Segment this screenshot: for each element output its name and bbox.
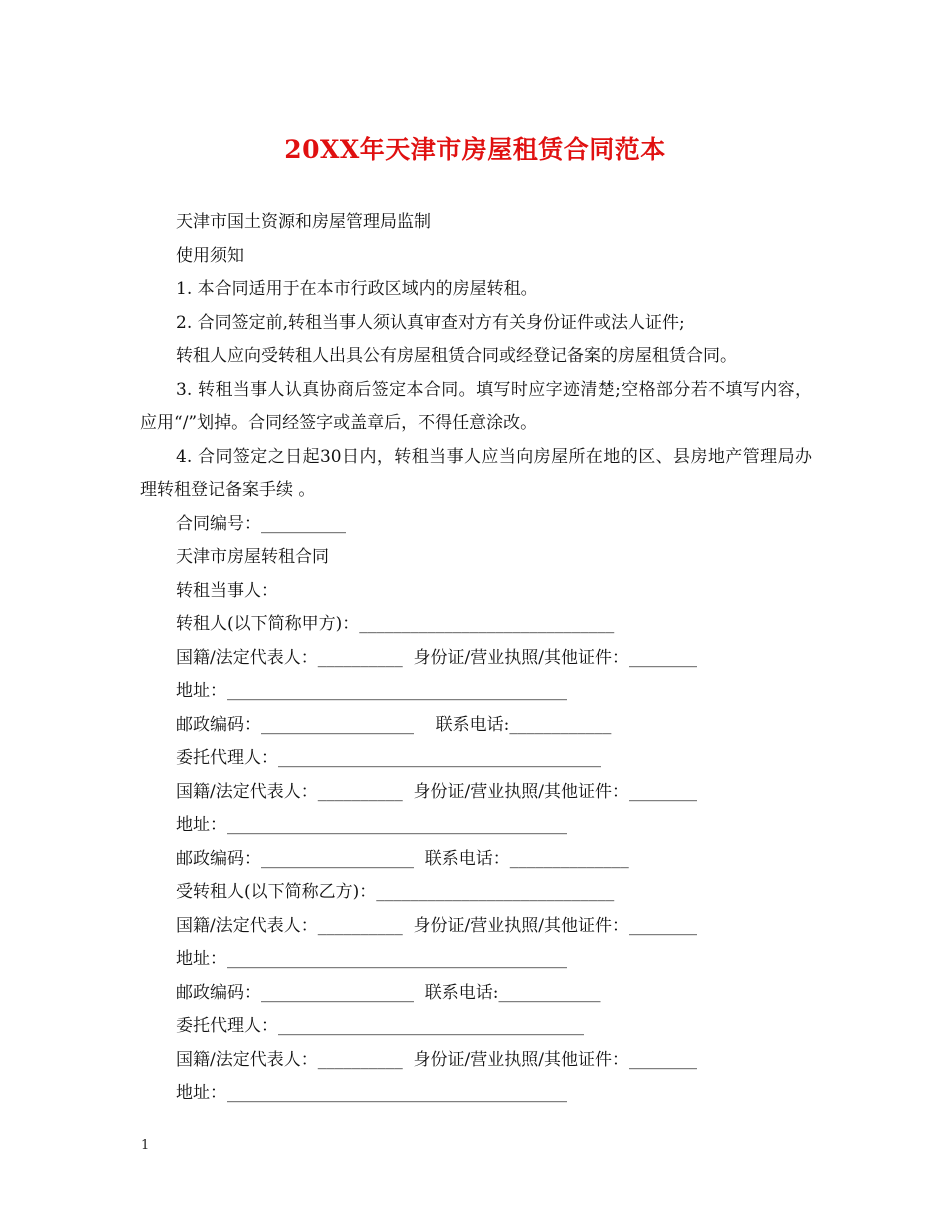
document-body [140, 206, 812, 1111]
paragraph-note-4: 4. 合同签定之日起30日内，转租当事人应当向房屋所在地的区、县房地产管理局办理转租登记备案手续 。 [140, 446, 812, 500]
contract-heading: 天津市房屋转租合同 [176, 547, 329, 567]
field-party-a-agent-address: 地址：________________________________________ [176, 815, 567, 835]
paragraph-note-1: 1. 本合同适用于在本市行政区域内的房屋转租。 [176, 279, 538, 299]
paragraph-note-3: 3. 转租当事人认真协商后签定本合同。填写时应字迹清楚;空格部分若不填写内容，应用“/”划掉。合同经签字或盖章后，不得任意涂改。 [140, 379, 812, 433]
field-party-b-agent-address: 地址：________________________________________ [176, 1083, 567, 1103]
field-party-a-agent: 委托代理人：______________________________________ [176, 748, 601, 768]
field-party-a-postcode-phone: 邮政编码：__________________ 联系电话:____________ [176, 714, 612, 735]
paragraph-usage-notes-heading: 使用须知 [176, 245, 244, 266]
page-number: 1 [141, 1138, 150, 1153]
field-party-a-nationality-id: 国籍/法定代表人：__________ 身份证/营业执照/其他证件：________ [176, 647, 697, 668]
field-party-b-nationality-id: 国籍/法定代表人：__________ 身份证/营业执照/其他证件：________ [176, 915, 697, 936]
paragraph-note-2: 2. 合同签定前,转租当事人须认真审查对方有关身份证件或法人证件; [176, 312, 685, 333]
field-party-a: 转租人(以下简称甲方)：______________________________ [176, 614, 615, 634]
field-party-b-address: 地址：________________________________________ [176, 949, 567, 969]
paragraph-note-2-continued: 转租人应向受转租人出具公有房屋租赁合同或经登记备案的房屋租赁合同。 [176, 346, 737, 366]
field-party-a-agent-nationality-id: 国籍/法定代表人：__________ 身份证/营业执照/其他证件：________ [176, 781, 697, 802]
field-contract-number: 合同编号：__________ [176, 513, 346, 534]
parties-heading: 转租当事人： [176, 580, 278, 601]
field-party-b-agent-nationality-id: 国籍/法定代表人：__________ 身份证/营业执照/其他证件：________ [176, 1049, 697, 1070]
paragraph-supervisor: 天津市国土资源和房屋管理局监制 [176, 212, 431, 232]
field-party-a-agent-postcode-phone: 邮政编码：__________________ 联系电话：______________ [176, 848, 629, 869]
field-party-b: 受转租人(以下简称乙方)：____________________________ [176, 882, 615, 902]
field-party-b-postcode-phone: 邮政编码：__________________ 联系电话:____________ [176, 982, 601, 1003]
field-party-b-agent: 委托代理人：____________________________________ [176, 1016, 584, 1036]
document-title: 20XX年天津市房屋租赁合同范本 [284, 135, 666, 164]
field-party-a-address: 地址：________________________________________ [176, 681, 567, 701]
